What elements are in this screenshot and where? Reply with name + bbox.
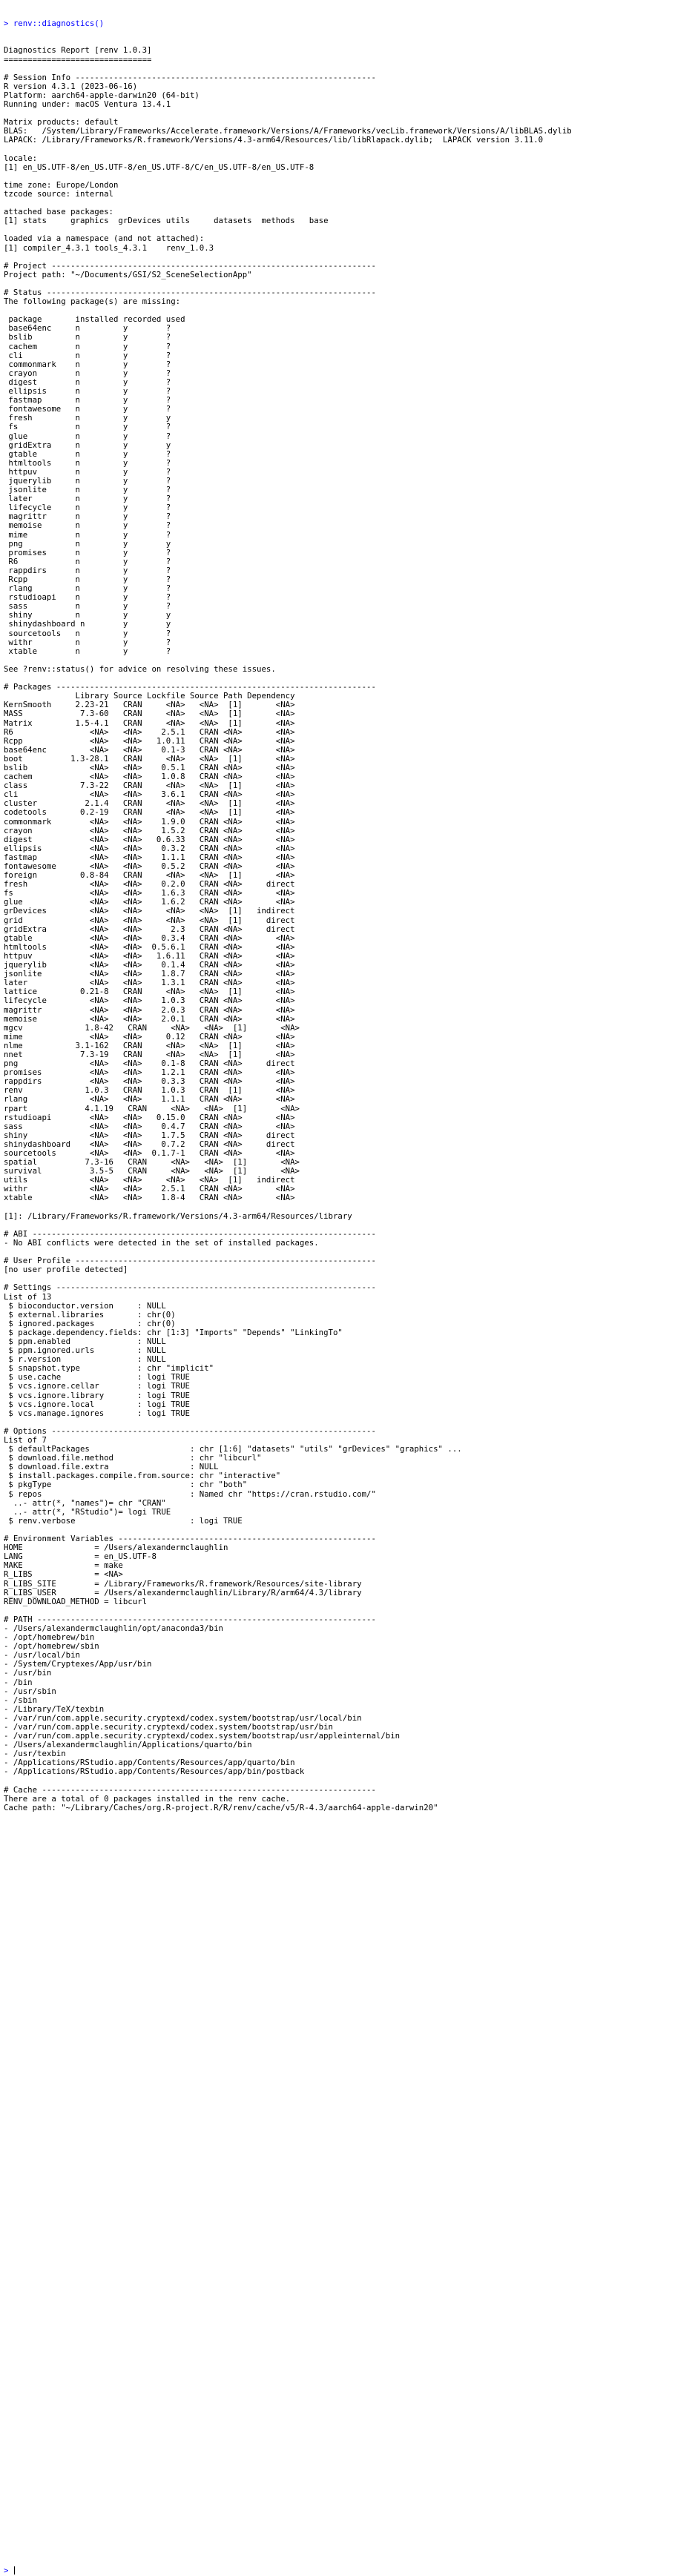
console-line: jquerylib <NA> <NA> 0.1.4 CRAN <NA> <NA> <box>4 960 295 970</box>
console-line: lifecycle <NA> <NA> 1.0.3 CRAN <NA> <NA> <box>4 996 295 1006</box>
console-line: later <NA> <NA> 1.3.1 CRAN <NA> <NA> <box>4 978 295 988</box>
console-line: LANG = en_US.UTF-8 <box>4 1552 157 1562</box>
command-line[interactable] <box>4 19 695 28</box>
console-line: rstudioapi <NA> <NA> 0.15.0 CRAN <NA> <NA> <box>4 1112 295 1122</box>
console-line: Diagnostics Report [renv 1.0.3] <box>4 45 152 56</box>
console-line: LAPACK: /Library/Frameworks/R.framework/Versions/4.3-arm64/Resources/lib/libRlapack.dylib; LAPACK version 3.11.0 <box>4 135 544 145</box>
console-line: # Settings ------------------------------------------------------------------- <box>4 1282 376 1293</box>
console-line: fastmap n y ? <box>4 395 171 405</box>
console-line: - /usr/bin <box>4 1668 52 1678</box>
console-line: codetools 0.2-19 CRAN <NA> <NA> [1] <NA> <box>4 807 295 818</box>
console-line: memoise <NA> <NA> 2.0.1 CRAN <NA> <NA> <box>4 1013 295 1024</box>
console-line: RENV_DOWNLOAD_METHOD = libcurl <box>4 1596 148 1606</box>
console-line <box>4 145 695 154</box>
console-line: grid <NA> <NA> <NA> <NA> [1] direct <box>4 915 295 925</box>
console-line: cluster 2.1.4 CRAN <NA> <NA> [1] <NA> <box>4 798 295 809</box>
console-line: png <NA> <NA> 0.1-8 CRAN <NA> direct <box>4 1059 295 1069</box>
console-line: nnet 7.3-19 CRAN <NA> <NA> [1] <NA> <box>4 1049 295 1059</box>
command-prompt: > <box>4 19 9 29</box>
console-line: survival 3.5-5 CRAN <NA> <NA> [1] <NA> <box>4 1166 300 1176</box>
console-line: fresh <NA> <NA> 0.2.0 CRAN <NA> direct <box>4 879 295 890</box>
console-line: # Options -------------------------------------------------------------------- <box>4 1426 376 1436</box>
console-line: Rcpp n y ? <box>4 575 171 584</box>
console-line: cli <NA> <NA> 3.6.1 CRAN <NA> <NA> <box>4 789 295 800</box>
console-line: grDevices <NA> <NA> <NA> <NA> [1] indirect <box>4 906 295 916</box>
console-line: $ pkgType : chr "both" <box>4 1480 248 1490</box>
console-line: R version 4.3.1 (2023-06-16) <box>4 81 138 91</box>
console-line: shinydashboard <NA> <NA> 0.7.2 CRAN <NA> direct <box>4 1139 295 1149</box>
prompt-symbol: > <box>4 2566 9 2575</box>
console-line: MASS 7.3-60 CRAN <NA> <NA> [1] <NA> <box>4 709 295 719</box>
console-line: fs n y ? <box>4 422 171 432</box>
console-line: $ package.dependency.fields: chr [1:3] "Imports" "Depends" "LinkingTo" <box>4 1327 343 1337</box>
console-line <box>4 1777 695 1786</box>
r-console-output <box>4 1 695 1821</box>
console-line: cachem <NA> <NA> 1.0.8 CRAN <NA> <NA> <box>4 772 295 782</box>
console-line: - /usr/sbin <box>4 1686 56 1696</box>
console-line: # Status --------------------------------------------------------------------- <box>4 288 376 297</box>
console-line: ..- attr(*, "names")= chr "CRAN" <box>4 1497 166 1508</box>
console-line: - No ABI conflicts were detected in the set of installed packages. <box>4 1237 319 1248</box>
console-line: R6 n y ? <box>4 556 171 566</box>
console-line: # Project -------------------------------------------------------------------- <box>4 260 376 271</box>
console-line: spatial 7.3-16 CRAN <NA> <NA> [1] <NA> <box>4 1157 300 1168</box>
console-line: jsonlite n y ? <box>4 485 171 495</box>
console-line: glue <NA> <NA> 1.6.2 CRAN <NA> <NA> <box>4 897 295 907</box>
console-line: # Packages ------------------------------------------------------------------- <box>4 682 376 692</box>
console-line: - /Users/alexandermclaughlin/opt/anaconda3/bin <box>4 1623 223 1633</box>
console-line: memoise n y ? <box>4 520 171 531</box>
console-line: httpuv n y ? <box>4 466 171 477</box>
console-line: shiny <NA> <NA> 1.7.5 CRAN <NA> direct <box>4 1130 295 1140</box>
console-line: $ defaultPackages : chr [1:6] "datasets" "utils" "grDevices" "graphics" ... <box>4 1444 462 1454</box>
console-line: jsonlite <NA> <NA> 1.8.7 CRAN <NA> <NA> <box>4 969 295 979</box>
console-line: sass <NA> <NA> 0.4.7 CRAN <NA> <NA> <box>4 1121 295 1131</box>
console-line: cachem n y ? <box>4 341 171 351</box>
console-line: - /var/run/com.apple.security.cryptexd/codex.system/bootstrap/usr/appleinternal/bin <box>4 1731 401 1741</box>
console-line: R_LIBS_SITE = /Library/Frameworks/R.framework/Resources/site-library <box>4 1578 362 1589</box>
console-line: rappdirs <NA> <NA> 0.3.3 CRAN <NA> <NA> <box>4 1076 295 1087</box>
console-line: $ ppm.ignored.urls : NULL <box>4 1345 166 1356</box>
console-line: utils <NA> <NA> <NA> <NA> [1] indirect <box>4 1175 295 1185</box>
console-line: commonmark n y ? <box>4 359 171 369</box>
console-line: [1] compiler_4.3.1 tools_4.3.1 renv_1.0.3 <box>4 242 214 253</box>
console-line: - /Applications/RStudio.app/Contents/Resources/app/quarto/bin <box>4 1758 295 1768</box>
console-line: - /Library/TeX/texbin <box>4 1703 105 1714</box>
console-line: fontawesome n y ? <box>4 404 171 414</box>
console-line: sourcetools n y ? <box>4 628 171 638</box>
console-line: [no user profile detected] <box>4 1265 128 1275</box>
console-line: - /var/run/com.apple.security.cryptexd/codex.system/bootstrap/usr/local/bin <box>4 1712 362 1723</box>
console-line: # Environment Variables ------------------------------------------------------ <box>4 1534 376 1544</box>
console-line: sourcetools <NA> <NA> 0.1.7-1 CRAN <NA> <NA> <box>4 1148 295 1158</box>
console-line: $ renv.verbose : logi TRUE <box>4 1515 243 1526</box>
console-line: # Session Info --------------------------------------------------------------- <box>4 72 376 82</box>
console-line: digest <NA> <NA> 0.6.33 CRAN <NA> <NA> <box>4 834 295 844</box>
console-line: fs <NA> <NA> 1.6.3 CRAN <NA> <NA> <box>4 888 295 898</box>
console-line: rappdirs n y ? <box>4 565 171 575</box>
console-line: base64enc <NA> <NA> 0.1-3 CRAN <NA> <NA> <box>4 744 295 755</box>
console-line: glue n y ? <box>4 431 171 441</box>
console-line: $ download.file.method : chr "libcurl" <box>4 1453 262 1463</box>
console-line: lattice 0.21-8 CRAN <NA> <NA> [1] <NA> <box>4 987 295 997</box>
console-line: - /sbin <box>4 1695 38 1705</box>
console-line: KernSmooth 2.23-21 CRAN <NA> <NA> [1] <NA> <box>4 700 295 710</box>
console-line: - /Users/alexandermclaughlin/Applications/quarto/bin <box>4 1740 252 1750</box>
console-line: boot 1.3-28.1 CRAN <NA> <NA> [1] <NA> <box>4 753 295 764</box>
console-line: renv 1.0.3 CRAN 1.0.3 CRAN [1] <NA> <box>4 1085 295 1096</box>
console-line: rlang n y ? <box>4 583 171 594</box>
console-line: mime n y ? <box>4 529 171 540</box>
console-line: sass n y ? <box>4 601 171 612</box>
console-line: $ vcs.ignore.library : logi TRUE <box>4 1390 190 1400</box>
console-line: package installed recorded used <box>4 314 185 325</box>
console-line: cli n y ? <box>4 350 171 360</box>
console-line: [1] en_US.UTF-8/en_US.UTF-8/en_US.UTF-8/C/en_US.UTF-8/en_US.UTF-8 <box>4 162 314 172</box>
console-line: promises n y ? <box>4 547 171 557</box>
console-line: $ repos : Named chr "https://cran.rstudio.com/" <box>4 1489 376 1499</box>
console-line: fresh n y y <box>4 413 171 423</box>
console-line: $ ppm.enabled : NULL <box>4 1336 166 1346</box>
console-line: Project path: "~/Documents/GSI/S2_SceneSelectionApp" <box>4 269 252 279</box>
console-line: # User Profile --------------------------------------------------------------- <box>4 1256 376 1266</box>
console-line: HOME = /Users/alexandermclaughlin <box>4 1543 228 1553</box>
console-line: xtable n y ? <box>4 646 171 656</box>
console-line: gtable n y ? <box>4 448 171 459</box>
console-line: bslib <NA> <NA> 0.5.1 CRAN <NA> <NA> <box>4 762 295 772</box>
console-line: shinydashboard n y y <box>4 619 171 629</box>
console-line: fastmap <NA> <NA> 1.1.1 CRAN <NA> <NA> <box>4 852 295 862</box>
console-line: # ABI ------------------------------------------------------------------------ <box>4 1228 376 1239</box>
console-line: crayon n y ? <box>4 368 171 378</box>
console-line: shiny n y y <box>4 610 171 620</box>
console-line: $ vcs.manage.ignores : logi TRUE <box>4 1408 190 1418</box>
console-line: - /opt/homebrew/bin <box>4 1632 95 1643</box>
diagnostics-report <box>4 46 695 1812</box>
console-line: commonmark <NA> <NA> 1.9.0 CRAN <NA> <NA> <box>4 816 295 827</box>
console-line: withr <NA> <NA> 2.5.1 CRAN <NA> <NA> <box>4 1184 295 1194</box>
console-line: ellipsis <NA> <NA> 0.3.2 CRAN <NA> <NA> <box>4 843 295 853</box>
console-line: - /opt/homebrew/sbin <box>4 1641 99 1652</box>
console-line: [1]: /Library/Frameworks/R.framework/Versions/4.3-arm64/Resources/library <box>4 1211 352 1221</box>
console-line: - /usr/texbin <box>4 1749 66 1759</box>
console-line: foreign 0.8-84 CRAN <NA> <NA> [1] <NA> <box>4 870 295 881</box>
console-line: The following package(s) are missing: <box>4 297 181 307</box>
console-line: rstudioapi n y ? <box>4 592 171 603</box>
console-line: time zone: Europe/London <box>4 179 119 190</box>
console-line: $ vcs.ignore.cellar : logi TRUE <box>4 1381 190 1391</box>
console-line: ellipsis n y ? <box>4 386 171 397</box>
console-line: magrittr n y ? <box>4 511 171 522</box>
console-line: - /Applications/RStudio.app/Contents/Resources/app/bin/postback <box>4 1767 305 1777</box>
console-line: See ?renv::status() for advice on resolving these issues. <box>4 663 276 674</box>
console-line: - /bin <box>4 1677 33 1687</box>
console-line: - /var/run/com.apple.security.cryptexd/codex.system/bootstrap/usr/bin <box>4 1722 333 1732</box>
console-line: Cache path: "~/Library/Caches/org.R-project.R/R/renv/cache/v5/R-4.3/aarch64-apple-darwin20" <box>4 1802 438 1812</box>
console-line: $ vcs.ignore.local : logi TRUE <box>4 1399 190 1409</box>
console-line: bslib n y ? <box>4 332 171 342</box>
console-line: jquerylib n y ? <box>4 475 171 486</box>
console-line: httpuv <NA> <NA> 1.6.11 CRAN <NA> <NA> <box>4 950 295 961</box>
console-line: There are a total of 0 packages installed in the renv cache. <box>4 1793 291 1804</box>
console-line: R_LIBS = <NA> <box>4 1569 123 1580</box>
console-line: Rcpp <NA> <NA> 1.0.11 CRAN <NA> <NA> <box>4 735 295 746</box>
console-line: withr n y ? <box>4 637 171 647</box>
console-line: $ snapshot.type : chr "implicit" <box>4 1363 214 1374</box>
console-line: $ ignored.packages : chr(0) <box>4 1318 176 1328</box>
console-line: gridExtra <NA> <NA> 2.3 CRAN <NA> direct <box>4 924 295 934</box>
console-line: digest n y ? <box>4 377 171 387</box>
console-line: lifecycle n y ? <box>4 503 171 513</box>
console-line: mime <NA> <NA> 0.12 CRAN <NA> <NA> <box>4 1031 295 1042</box>
console-line: gtable <NA> <NA> 0.3.4 CRAN <NA> <NA> <box>4 933 295 943</box>
console-line: R_LIBS_USER = /Users/alexandermclaughlin/Library/R/arm64/4.3/library <box>4 1587 362 1597</box>
console-line: base64enc n y ? <box>4 323 171 334</box>
console-line: rlang <NA> <NA> 1.1.1 CRAN <NA> <NA> <box>4 1094 295 1105</box>
text-cursor <box>14 2566 15 2575</box>
console-line: MAKE = make <box>4 1560 123 1571</box>
console-line: $ use.cache : logi TRUE <box>4 1372 190 1383</box>
console-line: class 7.3-22 CRAN <NA> <NA> [1] <NA> <box>4 781 295 791</box>
console-line: Matrix products: default <box>4 117 119 128</box>
console-line: crayon <NA> <NA> 1.5.2 CRAN <NA> <NA> <box>4 825 295 835</box>
console-line: $ install.packages.compile.from.source: chr "interactive" <box>4 1471 281 1481</box>
console-line: tzcode source: internal <box>4 188 113 199</box>
console-line: R6 <NA> <NA> 2.5.1 CRAN <NA> <NA> <box>4 726 295 737</box>
console-line <box>4 253 695 262</box>
console-line: $ external.libraries : chr(0) <box>4 1309 176 1320</box>
console-line: ..- attr(*, "RStudio")= logi TRUE <box>4 1506 171 1517</box>
console-line: later n y ? <box>4 494 171 504</box>
console-line: List of 13 <box>4 1291 52 1302</box>
console-line: [1] stats graphics grDevices utils datasets methods base <box>4 216 329 226</box>
console-line: Platform: aarch64-apple-darwin20 (64-bit) <box>4 90 200 100</box>
console-line: loaded via a namespace (and not attached): <box>4 234 205 244</box>
input-prompt[interactable] <box>4 2566 15 2575</box>
console-line: magrittr <NA> <NA> 2.0.3 CRAN <NA> <NA> <box>4 1004 295 1015</box>
console-line: rpart 4.1.19 CRAN <NA> <NA> [1] <NA> <box>4 1103 300 1113</box>
console-line: $ bioconductor.version : NULL <box>4 1300 166 1311</box>
console-line: $ download.file.extra : NULL <box>4 1462 219 1472</box>
console-line: # Cache ---------------------------------------------------------------------- <box>4 1784 376 1795</box>
console-line: fontawesome <NA> <NA> 0.5.2 CRAN <NA> <NA> <box>4 861 295 871</box>
console-line: - /usr/local/bin <box>4 1650 80 1661</box>
console-line: Library Source Lockfile Source Path Dependency <box>4 691 295 701</box>
console-line: $ r.version : NULL <box>4 1354 166 1365</box>
console-line: List of 7 <box>4 1435 47 1445</box>
command-text: renv::diagnostics() <box>13 19 105 29</box>
console-line: =============================== <box>4 54 152 64</box>
console-line <box>4 1203 695 1212</box>
console-line: promises <NA> <NA> 1.2.1 CRAN <NA> <NA> <box>4 1067 295 1078</box>
console-line: mgcv 1.8-42 CRAN <NA> <NA> [1] <NA> <box>4 1022 300 1033</box>
console-line: # PATH ----------------------------------------------------------------------- <box>4 1614 376 1624</box>
console-line: gridExtra n y y <box>4 440 171 450</box>
console-line: nlme 3.1-162 CRAN <NA> <NA> [1] <NA> <box>4 1040 295 1050</box>
console-line: attached base packages: <box>4 207 113 217</box>
console-line: xtable <NA> <NA> 1.8-4 CRAN <NA> <NA> <box>4 1193 295 1203</box>
console-line: png n y y <box>4 538 171 549</box>
console-line: Matrix 1.5-4.1 CRAN <NA> <NA> [1] <NA> <box>4 718 295 728</box>
console-line: locale: <box>4 153 38 163</box>
console-line: htmltools <NA> <NA> 0.5.6.1 CRAN <NA> <NA> <box>4 941 295 952</box>
console-line <box>4 64 695 73</box>
console-line: htmltools n y ? <box>4 457 171 468</box>
console-line: Running under: macOS Ventura 13.4.1 <box>4 99 171 110</box>
console-line: - /System/Cryptexes/App/usr/bin <box>4 1659 152 1669</box>
console-line: BLAS: /System/Library/Frameworks/Accelerate.framework/Versions/A/Frameworks/vecLib.framework/Versions/A/libBLAS.dylib <box>4 126 572 136</box>
